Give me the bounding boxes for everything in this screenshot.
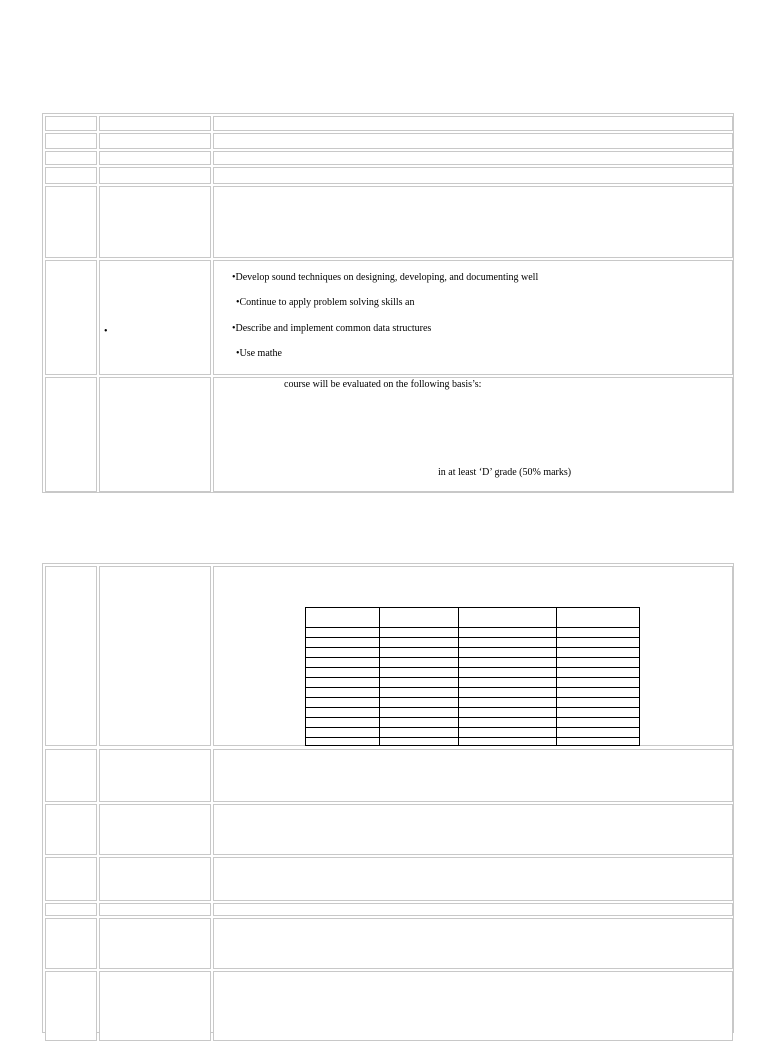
- table-cell: [45, 151, 97, 165]
- table-cell: [45, 260, 97, 375]
- table-cell: [99, 167, 211, 184]
- objective-item: •Describe and implement common data structures: [232, 323, 432, 334]
- table-cell: [99, 116, 211, 131]
- grade-table-row-divider: [306, 637, 639, 638]
- table-cell: [99, 857, 211, 901]
- grade-table: [305, 607, 640, 746]
- table-cell: [213, 903, 733, 916]
- table-cell: [45, 116, 97, 131]
- table-cell: [45, 167, 97, 184]
- table-cell: [213, 857, 733, 901]
- table-cell: [99, 903, 211, 916]
- grade-table-row-divider: [306, 707, 639, 708]
- grade-table-row-divider: [306, 727, 639, 728]
- evaluation-cell: [213, 377, 733, 492]
- grade-table-row-divider: [306, 737, 639, 738]
- objective-item: •Use mathe: [236, 348, 282, 359]
- table-cell: [45, 186, 97, 258]
- table-cell: [99, 918, 211, 969]
- table-cell: [99, 377, 211, 492]
- grade-table-row-divider: [306, 687, 639, 688]
- table-cell: [99, 133, 211, 149]
- course-info-table: [42, 113, 734, 493]
- table-cell: [99, 804, 211, 855]
- grade-table-row-divider: [306, 677, 639, 678]
- table-cell: [213, 167, 733, 184]
- table-cell: [45, 749, 97, 802]
- table-cell: [99, 749, 211, 802]
- grade-table-row-divider: [306, 717, 639, 718]
- objectives-cell: [213, 260, 733, 375]
- table-cell: [45, 918, 97, 969]
- evaluation-intro: course will be evaluated on the following basis’s:: [284, 379, 482, 390]
- table-cell: [213, 804, 733, 855]
- table-cell: [99, 566, 211, 746]
- table-cell: [45, 133, 97, 149]
- table-cell: [99, 151, 211, 165]
- grade-table-row-divider: [306, 657, 639, 658]
- table-cell: [99, 186, 211, 258]
- table-cell: [45, 377, 97, 492]
- pass-requirement: in at least ‘D’ grade (50% marks): [438, 467, 572, 478]
- table-cell: [213, 186, 733, 258]
- grade-table-row-divider: [306, 627, 639, 628]
- table-cell: [213, 749, 733, 802]
- bullet-marker: •: [104, 326, 108, 337]
- table-cell: [45, 971, 97, 1041]
- table-cell: [213, 151, 733, 165]
- table-cell: [45, 857, 97, 901]
- objective-item: •Develop sound techniques on designing, developing, and documenting well: [232, 272, 539, 283]
- table-cell: [45, 566, 97, 746]
- grade-table-row-divider: [306, 667, 639, 668]
- table-cell: [213, 133, 733, 149]
- grade-table-row-divider: [306, 647, 639, 648]
- table-cell: [45, 804, 97, 855]
- table-cell: [213, 116, 733, 131]
- table-cell: [213, 918, 733, 969]
- grade-table-row-divider: [306, 697, 639, 698]
- table-cell: [45, 903, 97, 916]
- table-cell: [213, 971, 733, 1041]
- table-cell: [99, 971, 211, 1041]
- objectives-label-cell: [99, 260, 211, 375]
- objective-item: •Continue to apply problem solving skills an: [236, 297, 415, 308]
